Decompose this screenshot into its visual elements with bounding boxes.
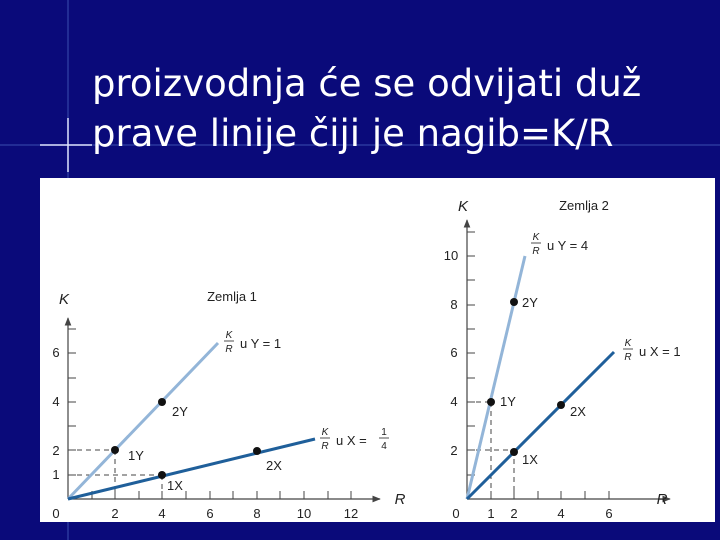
c1-ann-x-text: u X = (336, 433, 367, 448)
graphs-svg (40, 178, 715, 522)
c1-title: Zemlja 1 (207, 289, 257, 304)
c1-point-2x (253, 447, 261, 455)
country1-graph (52, 289, 405, 521)
c2-x-tick-1: 1 (487, 506, 495, 521)
c2-x-tick-6: 6 (605, 506, 613, 521)
c1-ann-x-frac-num: 1 (381, 427, 387, 438)
c2-point-1y (487, 398, 495, 406)
c2-point-2y (510, 298, 518, 306)
c1-point-2y (158, 398, 166, 406)
c1-ann-x-den: R (321, 441, 329, 452)
c2-line-good-y (467, 256, 525, 499)
c1-y-ticks (68, 329, 76, 475)
c2-ann-x-text: u X = 1 (639, 344, 681, 359)
c2-line-good-x (467, 352, 614, 499)
c1-label-2y: 2Y (172, 404, 188, 419)
c2-ann-x-den: R (624, 352, 632, 363)
graphs-panel (40, 178, 715, 522)
c1-x-axis-label: R (394, 491, 406, 508)
c2-point-2x (557, 401, 565, 409)
c1-label-1y: 1Y (128, 448, 144, 463)
c1-label-2x: 2X (266, 458, 282, 473)
c1-x-tick-2: 2 (111, 506, 119, 521)
c1-y-tick-6: 6 (52, 345, 60, 360)
c2-x-axis-label: R (656, 491, 668, 508)
c2-ann-y-num: K (532, 232, 540, 243)
c1-x-tick-10: 10 (296, 506, 312, 521)
country2-graph (444, 198, 681, 521)
c1-ann-x-frac-den: 4 (381, 441, 387, 452)
c1-ann-x-num: K (321, 427, 329, 438)
c1-x-tick-8: 8 (253, 506, 261, 521)
c2-label-2x: 2X (570, 404, 586, 419)
c1-y-tick-4: 4 (52, 394, 60, 409)
c2-y-axis-label: K (457, 198, 469, 215)
c1-ann-y-num: K (225, 330, 233, 341)
c2-x-tick-0: 0 (452, 506, 460, 521)
c2-label-1x: 1X (522, 452, 538, 467)
c2-ann-x-num: K (624, 338, 632, 349)
c1-y-tick-1: 1 (52, 467, 60, 482)
c1-line-good-y (68, 343, 218, 499)
c1-x-ticks (92, 491, 351, 499)
c2-annotation-x (623, 338, 681, 363)
c2-x-tick-4: 4 (557, 506, 565, 521)
c1-x-tick-0: 0 (52, 506, 60, 521)
c2-label-1y: 1Y (500, 394, 516, 409)
c2-ann-y-text: u Y = 4 (547, 238, 589, 253)
slide-title-line-2: prave linije čiji je nagib=K/R (92, 112, 614, 155)
c2-y-ticks (467, 232, 475, 475)
c2-title: Zemlja 2 (559, 198, 609, 213)
c1-point-1x (158, 471, 166, 479)
c1-y-tick-2: 2 (52, 443, 60, 458)
c2-y-tick-4: 4 (450, 394, 458, 409)
c2-annotation-y (531, 232, 588, 257)
c1-ann-y-den: R (225, 344, 233, 355)
c2-x-ticks (491, 491, 609, 499)
c1-annotation-y (224, 330, 281, 355)
c2-label-2y: 2Y (522, 295, 538, 310)
c1-point-1y (111, 446, 119, 454)
c2-y-tick-8: 8 (450, 297, 458, 312)
c1-x-tick-12: 12 (343, 506, 359, 521)
c2-point-1x (510, 448, 518, 456)
c1-annotation-x (320, 427, 389, 452)
c2-y-tick-10: 10 (443, 248, 459, 263)
c1-y-axis-label: K (58, 291, 70, 308)
c1-label-1x: 1X (167, 478, 183, 493)
c1-ann-y-text: u Y = 1 (240, 336, 282, 351)
c2-ann-y-den: R (532, 246, 540, 257)
c2-y-tick-6: 6 (450, 345, 458, 360)
c2-x-tick-2: 2 (510, 506, 518, 521)
slide-title-line-1: proizvodnja će se odvijati duž (92, 62, 642, 105)
c2-y-tick-2: 2 (450, 443, 458, 458)
c1-x-tick-6: 6 (206, 506, 214, 521)
c1-x-tick-4: 4 (158, 506, 166, 521)
